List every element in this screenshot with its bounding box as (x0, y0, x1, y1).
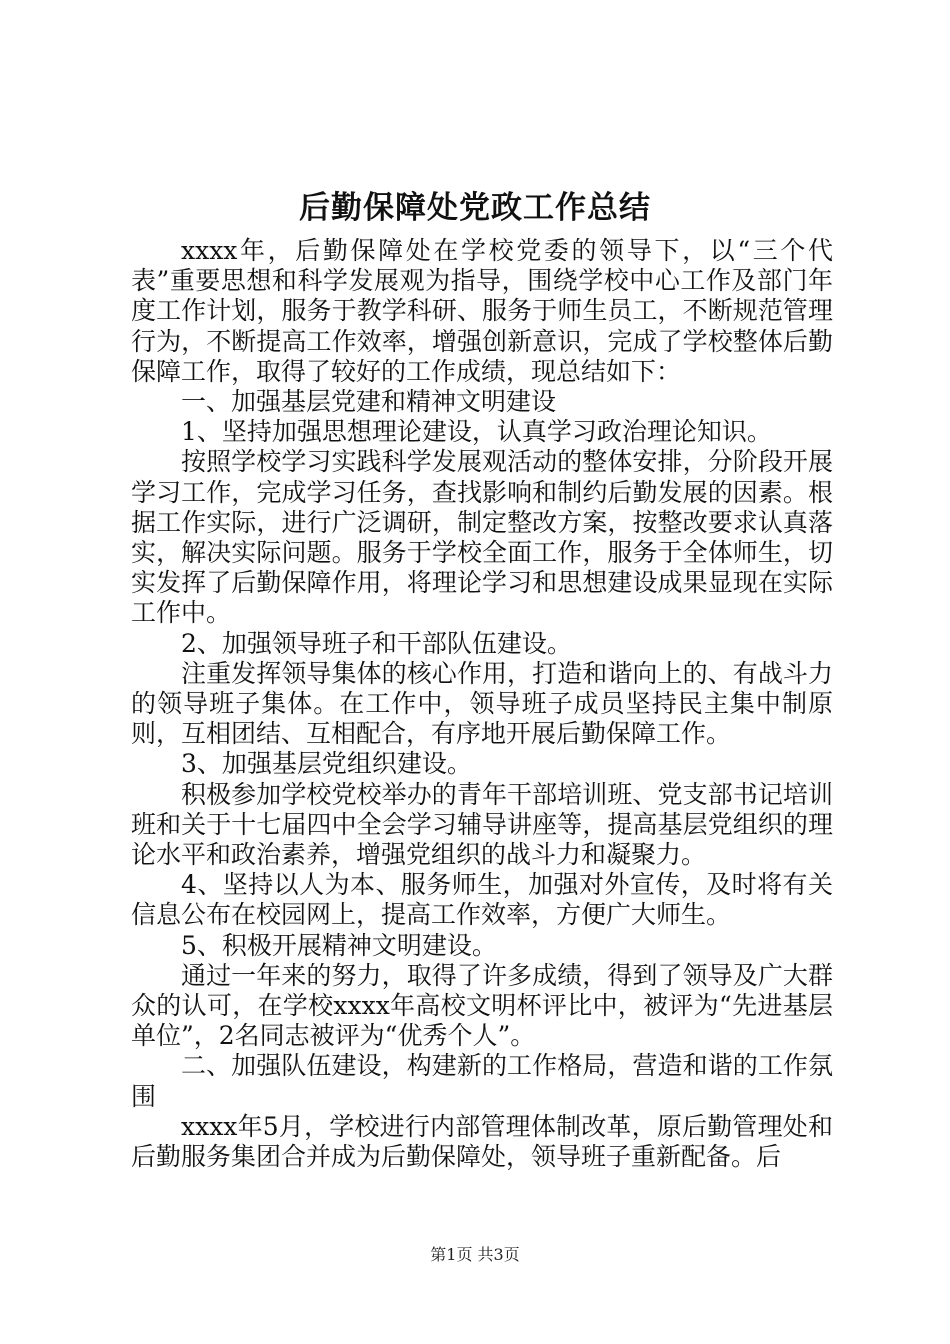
subheading-1-1: 1、坚持加强思想理论建设，认真学习政治理论知识。 (181, 417, 772, 447)
paragraph-1-5: 通过一年来的努力，取得了许多成绩，得到了领导及广大群众的认可，在学校xxxx年高校文明杯评比中，被评为“先进基层单位”，2名同志被评为“优秀个人”。 (131, 960, 833, 1051)
subheading-1-5: 5、积极开展精神文明建设。 (181, 930, 497, 960)
paragraph-intro: xxxx年，后勤保障处在学校党委的领导下，以“三个代表”重要思想和科学发展观为指导，围绕学校中心工作及部门年度工作计划，服务于教学科研、服务于师生员工，不断规范管理行为，不断提高工作效率，增强创新意识，完成了学校整体后勤保障工作，取得了较好的工作成绩，现总结如下： (131, 236, 833, 386)
document-body (131, 236, 833, 1172)
paragraph-1-2: 注重发挥领导集体的核心作用，打造和谐向上的、有战斗力的领导班子集体。在工作中，领导班子成员坚持民主集中制原则，互相团结、互相配合，有序地开展后勤保障工作。 (131, 658, 833, 749)
page-number-footer: 第1页 共3页 (430, 1245, 520, 1264)
subheading-1-3: 3、加强基层党组织建设。 (181, 749, 472, 779)
subheading-1-4: 4、坚持以人为本、服务师生，加强对外宣传，及时将有关信息公布在校园网上，提高工作效率，方便广大师生。 (131, 870, 833, 930)
section-heading-1: 一、加强基层党建和精神文明建设 (181, 387, 557, 417)
subheading-1-2: 2、加强领导班子和干部队伍建设。 (181, 628, 572, 658)
paragraph-1-3: 积极参加学校党校举办的青年干部培训班、党支部书记培训班和关于十七届四中全会学习辅导讲座等，提高基层党组织的理论水平和政治素养，增强党组织的战斗力和凝聚力。 (131, 779, 833, 870)
paragraph-2-1: xxxx年5月，学校进行内部管理体制改革，原后勤管理处和后勤服务集团合并成为后勤保障处，领导班子重新配备。后 (131, 1111, 833, 1172)
section-heading-2: 二、加强队伍建设，构建新的工作格局，营造和谐的工作氛围 (131, 1051, 833, 1111)
paragraph-1-1: 按照学校学习实践科学发展观活动的整体安排，分阶段开展学习工作，完成学习任务，查找影响和制约后勤发展的因素。根据工作实际，进行广泛调研，制定整改方案，按整改要求认真落实，解决实际问题。服务于学校全面工作，服务于全体师生，切实发挥了后勤保障作用，将理论学习和思想建设成果显现在实际工作中。 (131, 447, 833, 628)
document-title: 后勤保障处党政工作总结 (299, 190, 651, 226)
